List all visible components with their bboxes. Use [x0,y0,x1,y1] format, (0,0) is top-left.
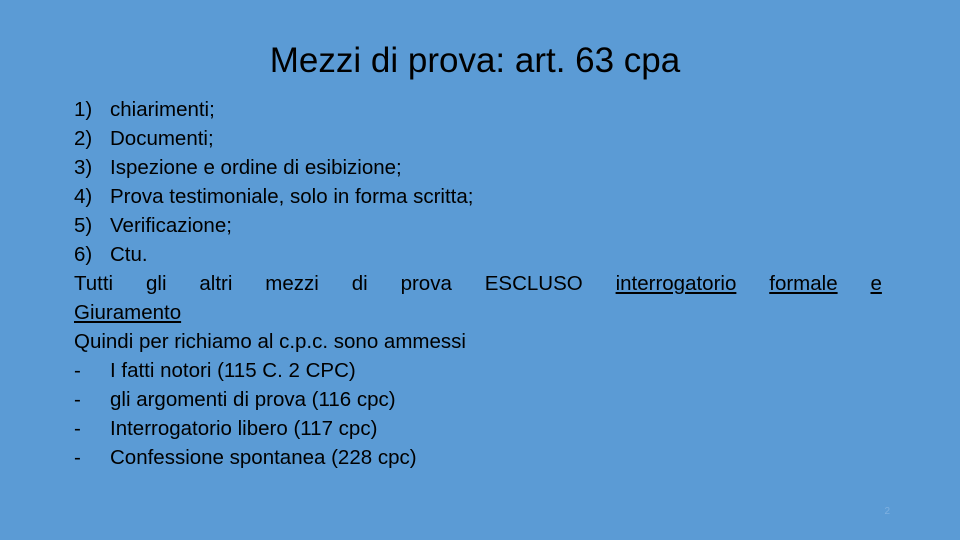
item-marker: 2) [74,127,93,150]
dash-item-text: gli argomenti di prova (116 cpc) [110,388,396,411]
item-text: Prova testimoniale, solo in forma scritta; [110,185,474,208]
numbered-item-2 [74,124,882,153]
excluded-continuation-line [74,298,882,327]
excluded-word: mezzi [265,272,319,295]
dash-marker: - [74,359,81,382]
excluded-word: altri [199,272,233,295]
dash-item-3 [74,414,882,443]
numbered-item-1 [74,95,882,124]
item-text: Verificazione; [110,214,232,237]
slide-title: Mezzi di prova: art. 63 cpa [269,41,681,80]
excluded-word: prova [400,272,452,295]
excluded-word: gli [145,272,167,295]
dash-marker: - [74,388,81,411]
dash-item-1 [74,356,882,385]
numbered-item-3 [74,153,882,182]
numbered-item-5 [74,211,882,240]
dash-item-text: Interrogatorio libero (117 cpc) [110,417,378,440]
intro-text: Quindi per richiamo al c.p.c. sono ammessi [74,330,466,353]
item-text: chiarimenti; [110,98,215,121]
underlined-e: e [870,272,882,295]
item-text: Ispezione e ordine di esibizione; [110,156,402,179]
item-text: Ctu. [110,243,148,266]
page-number: 2 [884,506,890,517]
numbered-item-6 [74,240,882,269]
dash-item-text: Confessione spontanea (228 cpc) [110,446,417,469]
numbered-item-4 [74,182,882,211]
dash-item-4 [74,443,882,472]
item-marker: 6) [74,243,93,266]
dash-item-2 [74,385,882,414]
slide-body [74,95,882,472]
excluded-word: Tutti [74,272,114,295]
excluded-word: ESCLUSO [484,272,583,295]
item-marker: 3) [74,156,93,179]
item-marker: 1) [74,98,93,121]
item-marker: 4) [74,185,93,208]
item-text: Documenti; [110,127,214,150]
dash-item-text: I fatti notori (115 C. 2 CPC) [110,359,356,382]
underlined-interrogatorio: interrogatorio [615,272,737,295]
excluded-line [74,269,882,298]
dash-marker: - [74,417,81,440]
item-marker: 5) [74,214,93,237]
underlined-giuramento: Giuramento [74,301,182,324]
dash-marker: - [74,446,81,469]
excluded-word: di [351,272,368,295]
underlined-formale: formale [769,272,838,295]
